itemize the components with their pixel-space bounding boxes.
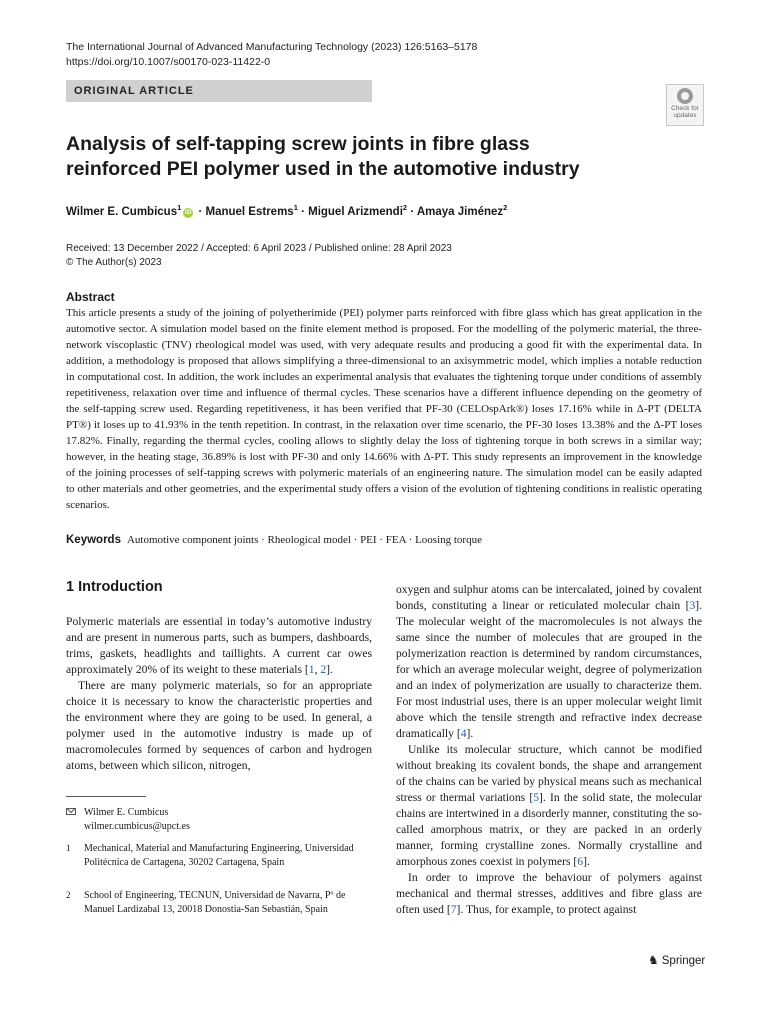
abstract-text: This article presents a study of the joining of polyetherimide (PEI) polymer parts reinforced with fibre glass which has great application in the automotive sector. A simulation model based on the finite element method is proposed. For the modelling of the polymeric material, the three-network viscoplastic (TNV) rheological model was used, with very adequate results and producing a good fit with the experimental data. In addition, a methodology is proposed that allows simplifying a three-dimensional to an axisymmetric model, which implies a notable reduction in computational cost. In addition, the work includes an experimental analysis that evaluates the tightening torque under conditions of assembly repetitiveness, relaxation over time and influence of thermal cycles. These scenarios have a different influence depending on the geometry of the self-tapping screw used. Regarding repetitiveness, it has been verified that PF-30 (CELOspArk®) loses 17.16% while in Δ-PT (DELTA PT®) it loses up to 41.93% in the tenth repetition. In contrast, in the relaxation over time scenario, the PF-30 loses 13.38% and the Δ-PT loses 17.82%. Finally, regarding the thermal cycles, cooling allows to slightly delay the loss of tightening torque in both screws in a similar way; however, in the heating stage, 36.89% is lost with PF-30 and only 14.66% with Δ-PT. This study represents an improvement in the knowledge of the joining processes of self-tapping screws with polymeric materials of an engineering nature. The simulation model can be easily adapted to other materials and other geometries, and the experimental study offers a vision of the evolution of tightening conditions in realistic operating scenarios.	[66, 307, 702, 511]
publication-dates	[66, 242, 452, 270]
author-name[interactable]: Amaya Jiménez	[416, 205, 504, 218]
corresponding-author-name: Wilmer E. Cumbicus	[84, 807, 169, 818]
paragraph: Polymeric materials are essential in today’s automotive industry and are present in numerous parts, such as bumpers, dashboards, trims, gaskets, headlights and taillights. A current car owes approximately 20% of its weight to these materials [1, 2].	[66, 615, 372, 676]
citation-link[interactable]: 2	[320, 663, 327, 676]
keywords	[66, 534, 706, 546]
left-column	[66, 614, 372, 774]
author-name[interactable]: Miguel Arizmendi	[308, 205, 403, 218]
affiliation-text: School of Engineering, TECNUN, Universidad de Navarra, Pº de Manuel Lardizabal 13, 20018 Donostia-San Sebastián, Spain	[84, 890, 346, 915]
doi-link[interactable]: https://doi.org/10.1007/s00170-023-11422-0	[66, 56, 271, 68]
journal-header	[66, 40, 477, 70]
article-type-label: ORIGINAL ARTICLE	[74, 85, 194, 97]
paragraph: In order to improve the behaviour of polymers against mechanical and thermal stresses, additives and fibre glass are often used [7]. Thus, for example, to protect against	[396, 871, 702, 916]
check-for-updates-button[interactable]	[666, 84, 704, 126]
journal-citation: The International Journal of Advanced Manufacturing Technology (2023) 126:5163–5178	[66, 41, 478, 53]
publisher-name: Springer	[661, 955, 706, 967]
abstract-heading: Abstract	[66, 290, 115, 304]
section-heading-introduction: 1 Introduction	[66, 579, 163, 595]
check-updates-label: Check for updates	[671, 105, 699, 119]
history-dates: Received: 13 December 2022 / Accepted: 6 April 2023 / Published online: 28 April 2023	[66, 243, 452, 254]
right-column	[396, 582, 702, 918]
paragraph: There are many polymeric materials, so for an appropriate choice it is necessary to know the characteristic properties and the environment where they are going to be used. In general, a polymer used in the automotive industry is made up of macromolecules formed by sequences of carbon and hydrogen atoms, between which silicon, nitrogen,	[66, 679, 372, 772]
author-name[interactable]: Wilmer E. Cumbicus	[66, 205, 178, 218]
affiliation-mark: 1	[66, 843, 71, 853]
author-affiliation-mark: 2	[402, 203, 408, 212]
citation-link[interactable]: 7	[450, 903, 457, 916]
keywords-list: Automotive component joints · Rheological model · PEI · FEA · Loosing torque	[126, 534, 482, 546]
check-updates-icon	[677, 88, 693, 104]
publisher-logo	[648, 953, 705, 967]
corresponding-email[interactable]: wilmer.cumbicus@upct.es	[84, 820, 190, 832]
article-type-badge	[66, 80, 372, 102]
affiliation-text: Mechanical, Material and Manufacturing Engineering, Universidad Politécnica de Cartagena, 30202 Cartagena, Spain	[84, 843, 354, 868]
paragraph: oxygen and sulphur atoms can be intercalated, joined by covalent bonds, constituting a linear or reticulated molecular chain [3]. The molecular weight of the macromolecules is not always the same since the number of molecules that are grouped in the polymerization reaction is determined by random circumstances, for which an average molecular weight, degree of polymerization and an index of polymerization are usually to characterize them. For most industrial uses, there is an upper molecular weight limit above which the tensile strength and refractive index decrease dramatically [4].	[396, 583, 702, 740]
springer-horse-icon: ♞	[648, 953, 659, 967]
citation-link[interactable]: 4	[460, 727, 467, 740]
author-affiliation-mark: 2	[503, 203, 508, 212]
affiliation-mark: 2	[66, 890, 71, 900]
author-affiliation-mark: 1	[177, 203, 182, 212]
copyright-line: © The Author(s) 2023	[66, 257, 162, 268]
envelope-icon	[66, 808, 76, 815]
author-affiliation-mark: 1	[293, 203, 298, 212]
paragraph: Unlike its molecular structure, which cannot be modified without breaking its covalent bonds, the shape and arrangement of the chains can be varied by physical means such as mechanical stress or thermal variations [5]. In the solid state, the molecular chains are intertwined in a disorderly manner, constituting the so-called amorphous matrix, or they are packed in an orderly manner, forming crystalline zones. Normally crystalline and amorphous zones coexist in polymers [6].	[396, 743, 702, 868]
citation-link[interactable]: 1	[308, 663, 315, 676]
citation-link[interactable]: 5	[533, 791, 540, 804]
article-title: Analysis of self-tapping screw joints in fibre glass reinforced PEI polymer used in the automotive industry	[66, 133, 580, 180]
affiliation-1	[66, 842, 364, 869]
orcid-icon[interactable]: iD	[185, 208, 192, 216]
author-name[interactable]: Manuel Estrems	[205, 205, 294, 218]
keywords-label: Keywords	[66, 534, 121, 546]
citation-link[interactable]: 3	[689, 599, 696, 612]
affiliation-2	[66, 889, 364, 916]
author-list: Wilmer E. Cumbicus$^1$iD · Manuel Estrems$^1$ · Miguel Arizmendi$^2$ · Amaya Jiménez$^2$	[66, 203, 508, 218]
corresponding-author-note	[66, 806, 364, 833]
footnote-divider	[66, 796, 146, 797]
citation-link[interactable]: 6	[577, 855, 584, 868]
